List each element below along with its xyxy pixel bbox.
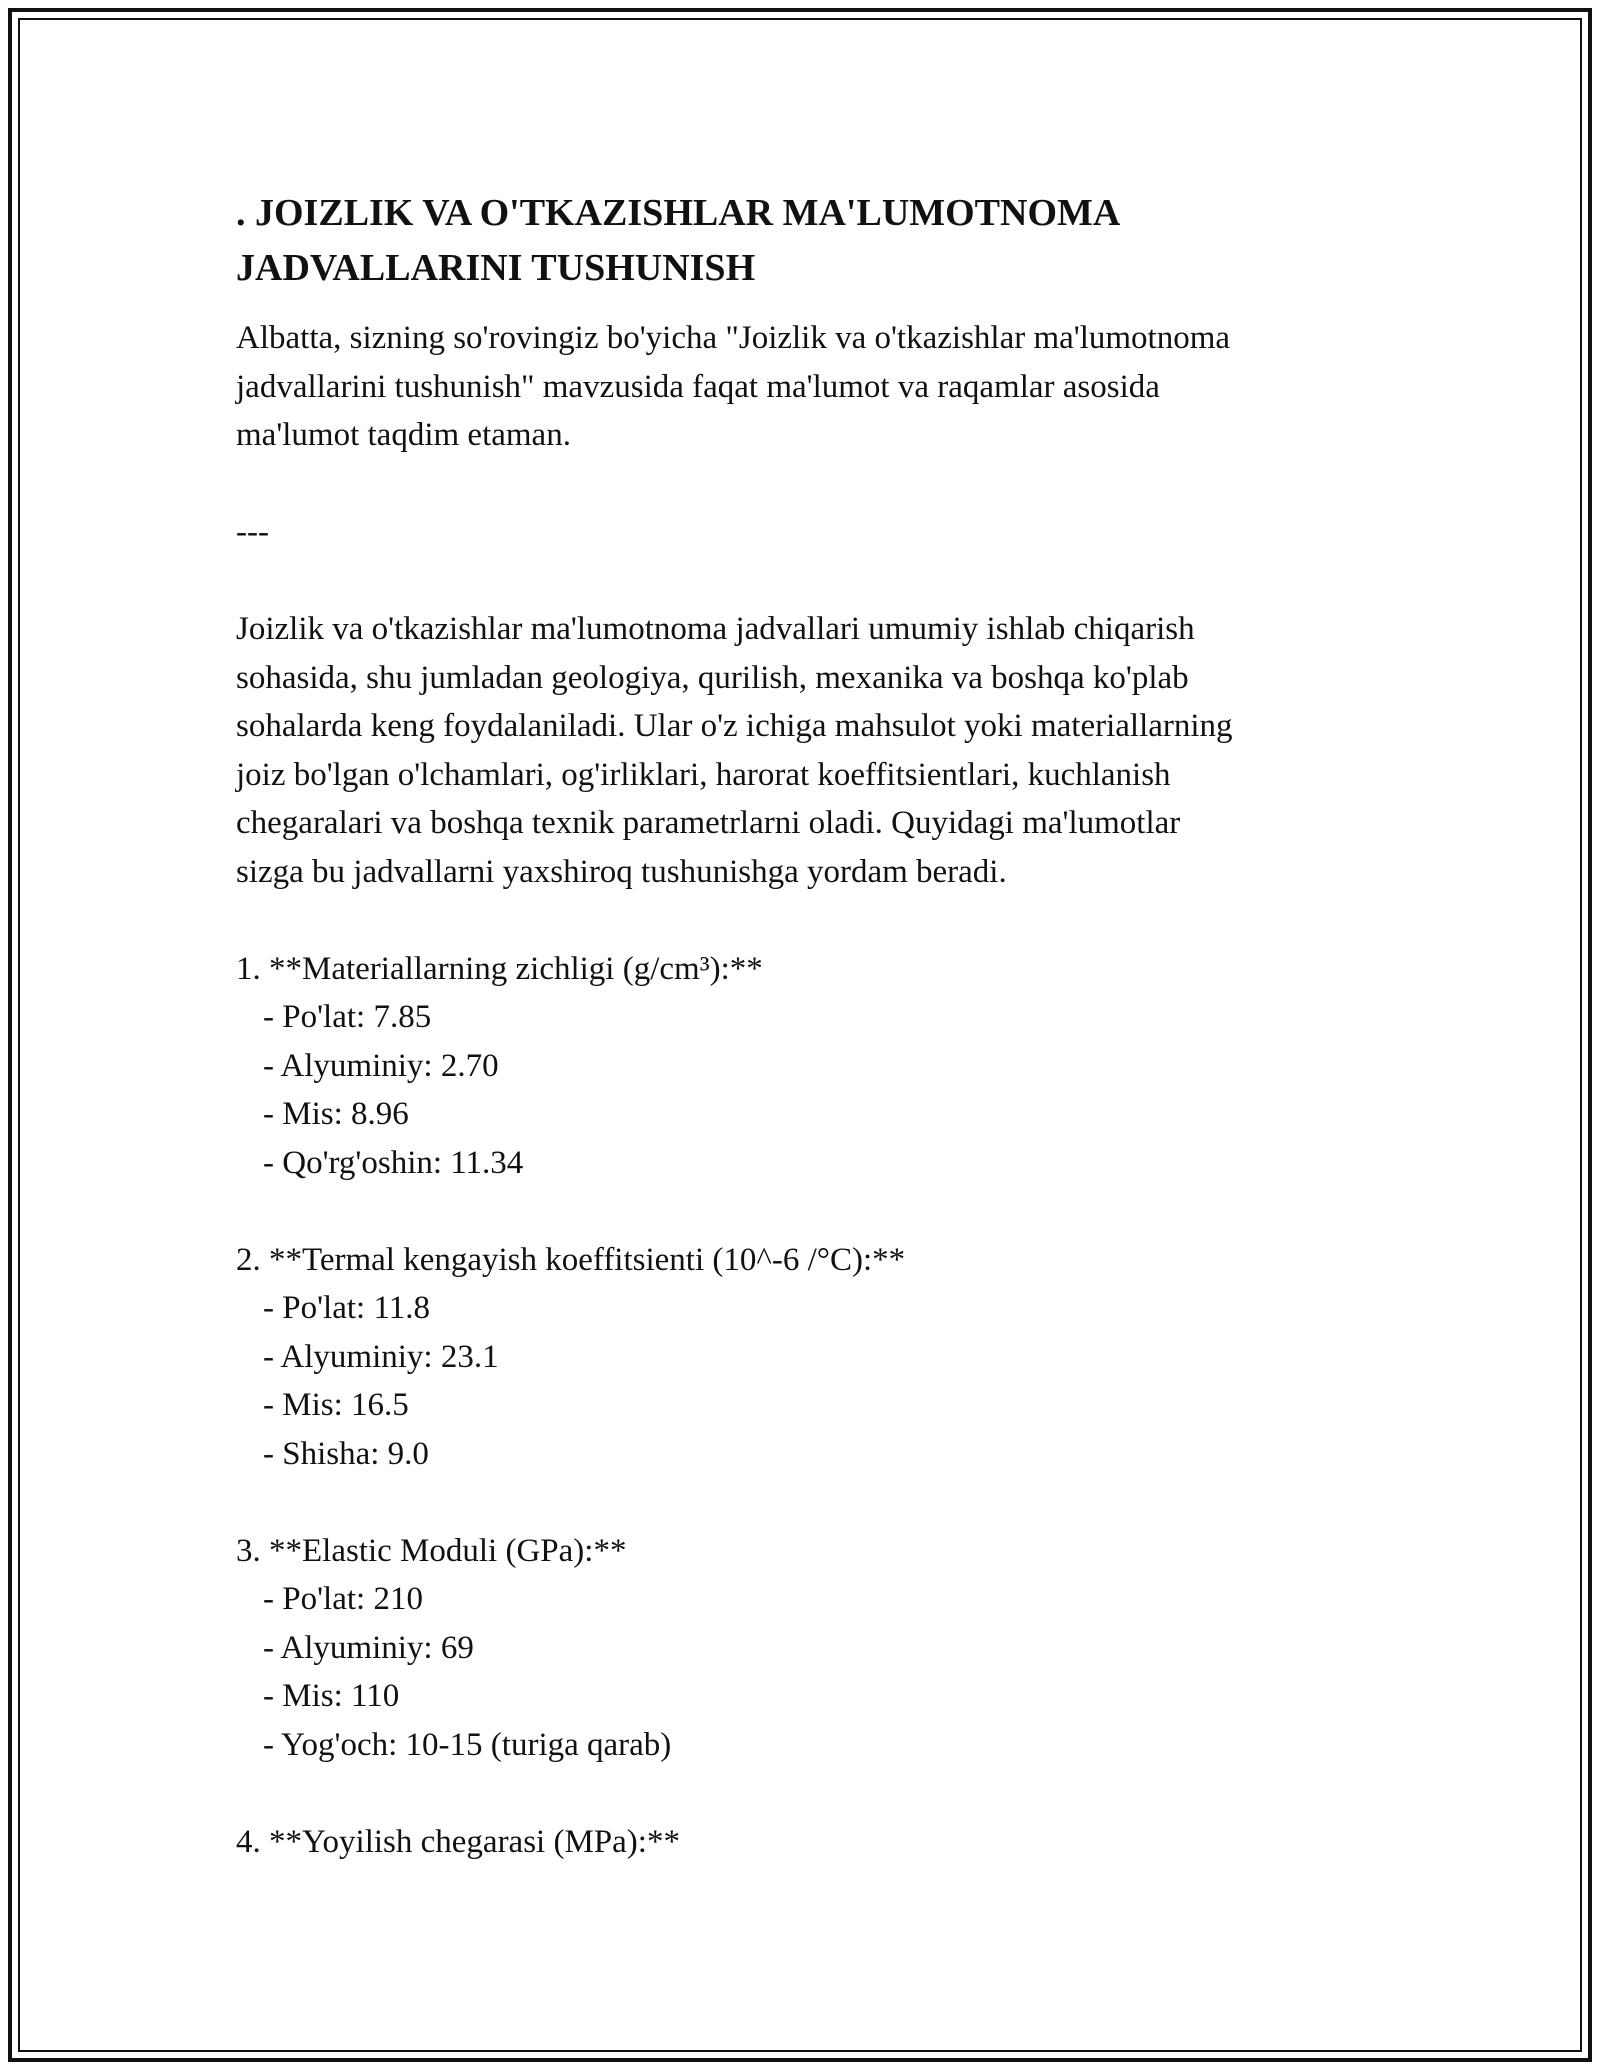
- spacer: [236, 557, 1366, 606]
- section-heading: 2. **Termal kengayish koeffitsienti (10^-6 /°C):**: [236, 1241, 906, 1278]
- list-item: - Alyuminiy: 23.1: [263, 1338, 499, 1375]
- spacer: [236, 1478, 1366, 1527]
- list-item: - Po'lat: 210: [263, 1581, 423, 1617]
- list-item: - Alyuminiy: 69: [263, 1629, 474, 1666]
- body-paragraph: Joizlik va o'tkazishlar ma'lumotnoma jadvallari umumiy ishlab chiqarish sohasida, shu jumladan geologiya, qurilish, mexanika va boshqa ko'plab sohalarda keng foydalaniladi. Ular o'z ichiga mahsulot yoki materiallarning joiz bo'lgan o'lchamlari, og'irliklari, harorat koeffitsientlari, kuchlanish chegaralari va boshqa texnik parametrlarni oladi. Quyidagi ma'lumotlar sizga bu jadvallarni yaxshiroq tushunishga yordam beradi.: [236, 611, 1233, 890]
- section-heading: 4. **Yoyilish chegarasi (MPa):**: [236, 1823, 680, 1860]
- spacer: [236, 460, 1366, 509]
- list-item: - Mis: 8.96: [263, 1096, 409, 1132]
- list-item: - Yog'och: 10-15 (turiga qarab): [263, 1726, 672, 1763]
- list-item: - Po'lat: 7.85: [263, 999, 432, 1035]
- section-density: [236, 945, 1366, 1188]
- section-elastic-moduli: [236, 1527, 1366, 1770]
- spacer: [236, 896, 1366, 945]
- list-item: - Shisha: 9.0: [263, 1435, 429, 1472]
- intro-paragraph: Albatta, sizning so'rovingiz bo'yicha "Joizlik va o'tkazishlar ma'lumotnoma jadvallarini tushunish" mavzusida faqat ma'lumot va raqamlar asosida ma'lumot taqdim etaman.: [236, 320, 1231, 453]
- list-item: - Mis: 110: [263, 1678, 400, 1714]
- separator-line: ---: [236, 514, 269, 550]
- list-item: - Po'lat: 11.8: [263, 1290, 430, 1326]
- section-yield-strength: [236, 1818, 1366, 1867]
- section-heading: 1. **Materiallarning zichligi (g/cm³):**: [236, 950, 763, 987]
- list-item: - Alyuminiy: 2.70: [263, 1047, 499, 1084]
- section-heading: 3. **Elastic Moduli (GPa):**: [236, 1532, 627, 1569]
- document-title: . JOIZLIK VA O'TKAZISHLAR MA'LUMOTNOMA JADVALLARINI TUSHUNISH: [236, 192, 1121, 289]
- list-item: - Qo'rg'oshin: 11.34: [263, 1144, 524, 1181]
- spacer: [236, 1187, 1366, 1236]
- document-content: [236, 186, 1366, 1866]
- list-item: - Mis: 16.5: [263, 1387, 409, 1423]
- spacer: [236, 1769, 1366, 1818]
- section-thermal-expansion: [236, 1236, 1366, 1479]
